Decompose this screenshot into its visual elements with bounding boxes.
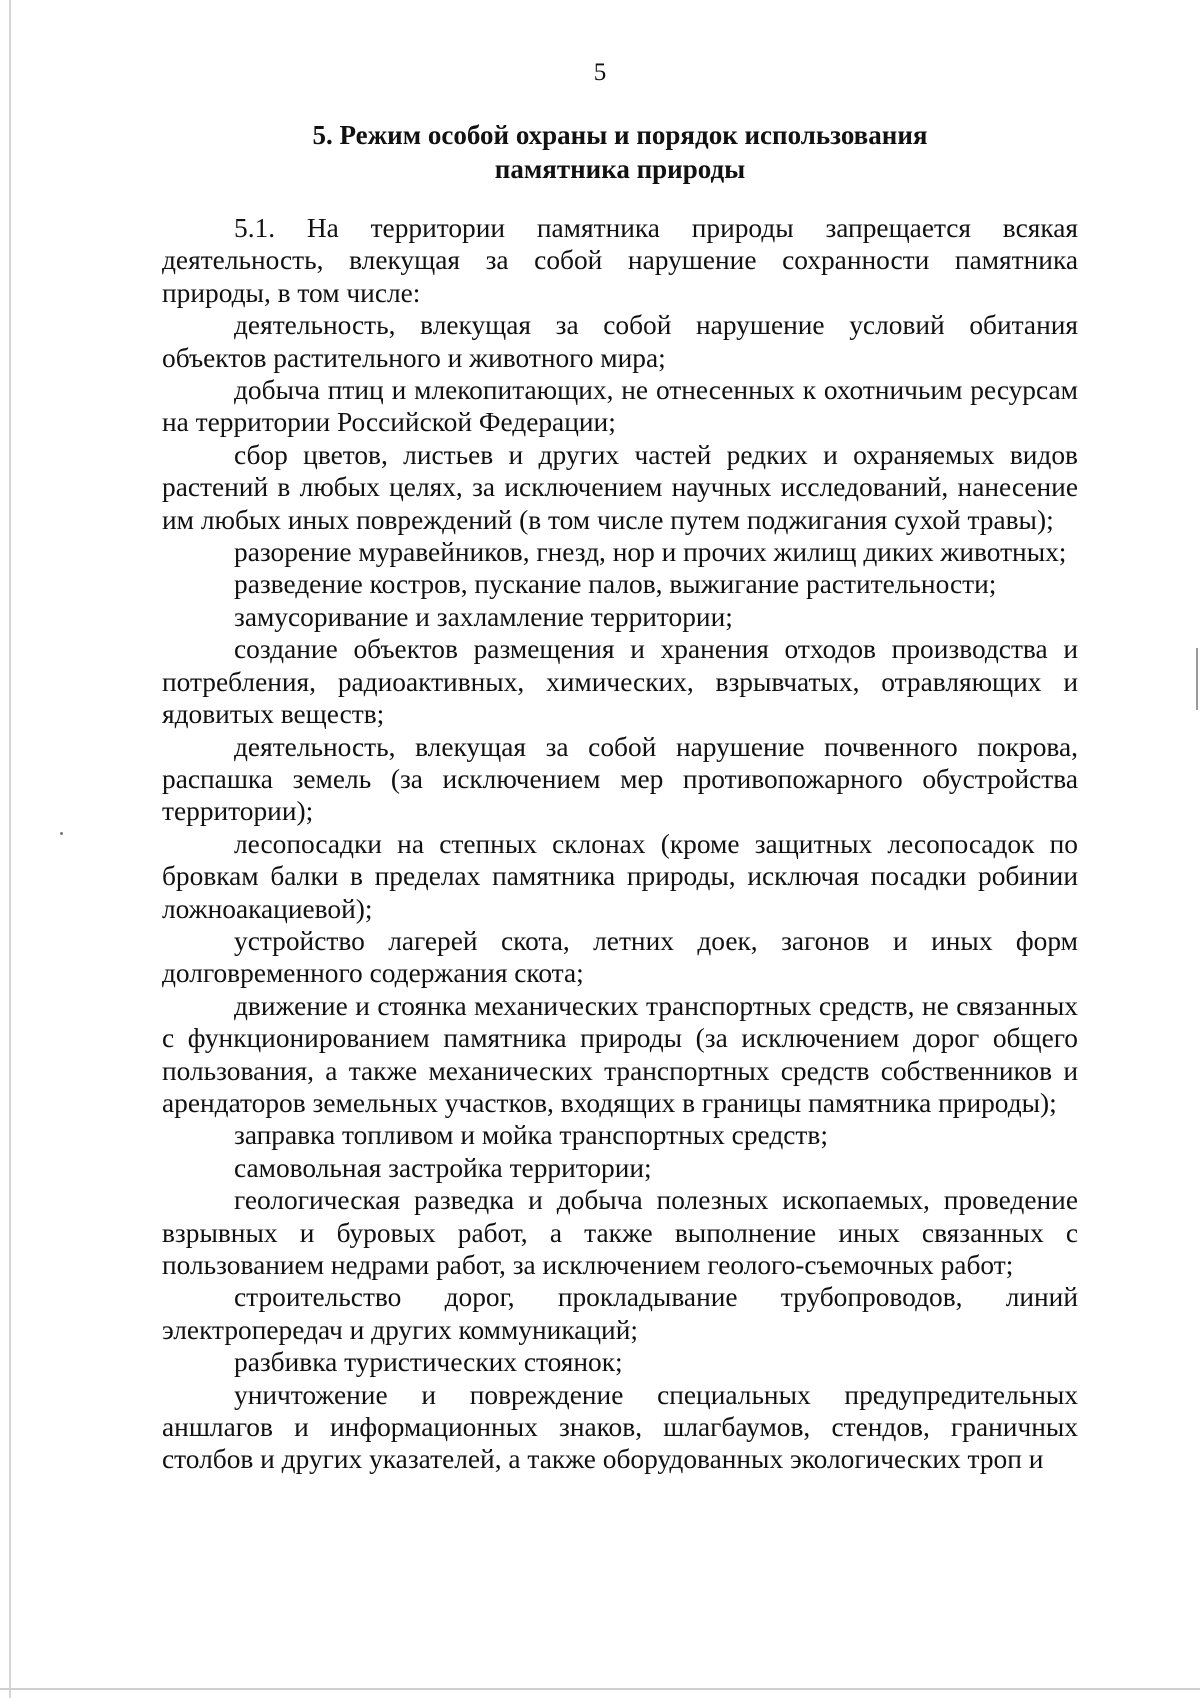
paragraph-item: замусоривание и захламление территории; — [234, 601, 733, 632]
paragraph-item: сбор цветов, листьев и других частей редких и охраняемых видов растений в любых целях, за исключением научных исследований, нанесение им любых иных повреждений (в том числе путем поджигания сухой травы); — [162, 439, 1078, 535]
scan-left-edge — [9, 0, 11, 1698]
paragraph-item: разорение муравейников, гнезд, нор и прочих жилищ диких животных; — [234, 537, 1067, 568]
paragraph-item: разбивка туристических стоянок; — [234, 1347, 623, 1378]
paragraph-item: деятельность, влекущая за собой нарушение условий обитания объектов растительного и животного мира; — [162, 310, 1078, 373]
paragraph-item: добыча птиц и млекопитающих, не отнесенных к охотничьим ресурсам на территории Российской Федерации; — [162, 375, 1078, 438]
scan-right-mark — [1196, 648, 1198, 710]
paragraph-item: геологическая разведка и добыча полезных ископаемых, проведение взрывных и буровых работ, а также выполнение иных связанных с пользованием недрами работ, за исключением геолого-съемочных работ; — [162, 1185, 1078, 1280]
paragraph-item: движение и стоянка механических транспортных средств, не связанных с функционированием памятника природы (за исключением дорог общего пользования, а также механических транспортных средств собственников и арендаторов земельных участков, входящих в границы памятника природы); — [162, 990, 1078, 1118]
section-heading — [150, 118, 1090, 186]
paragraph-item: создание объектов размещения и хранения отходов производства и потребления, радиоактивных, химических, взрывчатых, отравляющих и ядовитых веществ; — [162, 634, 1078, 730]
paragraph-item: деятельность, влекущая за собой нарушение почвенного покрова, распашка земель (за исключением мер противопожарного обустройства территории); — [162, 731, 1078, 827]
body-text — [162, 212, 1078, 1476]
scan-bottom-edge — [0, 1688, 1200, 1690]
section-heading-line-2: памятника природы — [494, 154, 746, 184]
paragraph-item: заправка топливом и мойка транспортных средств; — [234, 1120, 828, 1151]
paragraph-item: разведение костров, пускание палов, выжигание растительности; — [234, 569, 997, 600]
paragraph-item: уничтожение и повреждение специальных предупредительных аншлагов и информационных знаков, шлагбаумов, стендов, граничных столбов и других указателей, а также оборудованных экологических троп и — [162, 1379, 1078, 1475]
paragraph-item: самовольная застройка территории; — [234, 1152, 652, 1183]
scan-speck — [60, 832, 63, 835]
paragraph-item: строительство дорог, прокладывание трубопроводов, линий электропередач и других коммуникаций; — [162, 1282, 1078, 1345]
section-heading-line-1: 5. Режим особой охраны и порядок использования — [312, 120, 928, 150]
paragraph-intro: 5.1. На территории памятника природы запрещается всякая деятельность, влекущая за собой нарушение сохранности памятника природы, в том числе: — [162, 213, 1078, 308]
paragraph-item: устройство лагерей скота, летних доек, загонов и иных форм долговременного содержания скота; — [162, 925, 1078, 989]
paragraph-item: лесопосадки на степных склонах (кроме защитных лесопосадок по бровкам балки в пределах памятника природы, исключая посадки робинии ложноакациевой); — [162, 828, 1078, 924]
page-number: 5 — [593, 59, 607, 86]
